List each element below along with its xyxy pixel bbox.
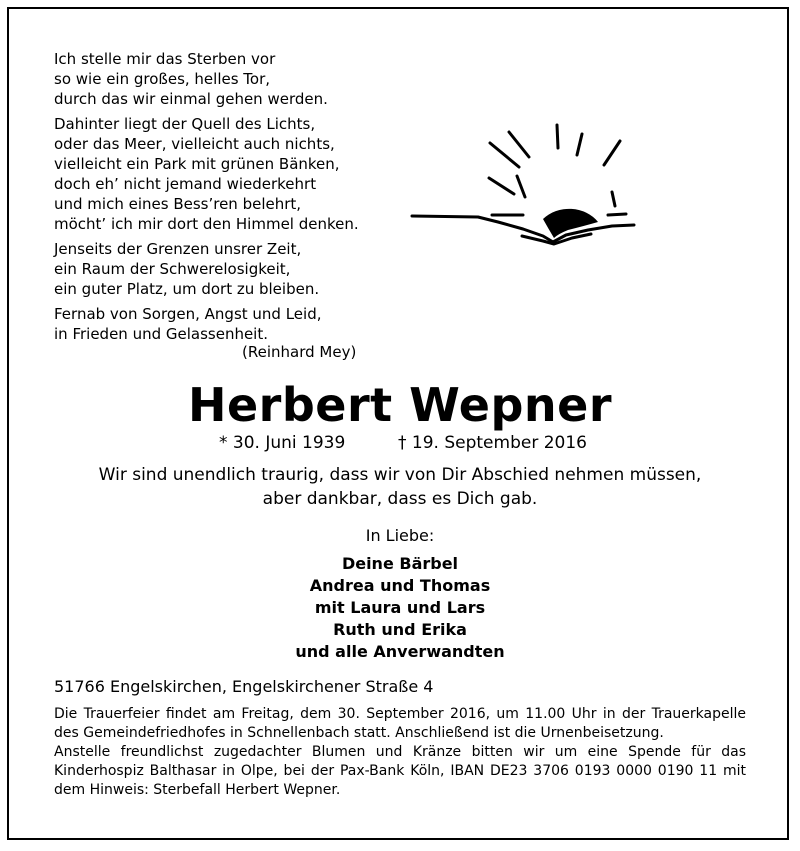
- poem-line: und mich eines Bess’ren belehrt,: [54, 195, 302, 213]
- poem-stanza: [54, 49, 359, 109]
- poem-stanza: [54, 114, 359, 234]
- mourners-list: [0, 553, 800, 663]
- poem-line: doch eh’ nicht jemand wiederkehrt: [54, 175, 317, 193]
- donation-request: Anstelle freundlichst zugedachter Blumen und Kränze bitten wir um eine Spende für das Kinderhospiz Balthasar in Olpe, bei der Pax-Bank Köln, IBAN DE23 3706 0193 0000 0190 11 mit dem Hinweis: Sterbefall Herbert Wepner.: [54, 744, 746, 798]
- poem-line: Ich stelle mir das Sterben vor: [54, 50, 276, 68]
- funeral-details: Die Trauerfeier findet am Freitag, dem 30. September 2016, um 11.00 Uhr in der Trauerkapelle des Gemeindefriedhofes in Schnellenbach statt. Anschließend ist die Urnenbeisetzung.: [54, 706, 746, 741]
- poem-line: durch das wir einmal gehen werden.: [54, 90, 328, 108]
- death-date: † 19. September 2016: [398, 433, 587, 453]
- funeral-info: [54, 705, 746, 800]
- poem-line: ein guter Platz, um dort zu bleiben.: [54, 280, 320, 298]
- mourner-name: mit Laura und Lars: [314, 598, 486, 617]
- poem-line: so wie ein großes, helles Tor,: [54, 70, 271, 88]
- mourner-name: Ruth und Erika: [333, 620, 467, 639]
- condolence-message: [0, 463, 800, 511]
- poem-line: vielleicht ein Park mit grünen Bänken,: [54, 155, 340, 173]
- poem-line: möcht’ ich mir dort den Himmel denken.: [54, 215, 359, 233]
- poem-stanza: [54, 304, 359, 344]
- message-line: aber dankbar, dass es Dich gab.: [262, 489, 538, 509]
- birth-date: * 30. Juni 1939: [219, 433, 346, 453]
- poem-author: (Reinhard Mey): [242, 343, 357, 361]
- poem-line: in Frieden und Gelassenheit.: [54, 325, 268, 343]
- sunset-icon: [408, 122, 648, 250]
- poem-line: Fernab von Sorgen, Angst und Leid,: [54, 305, 322, 323]
- deceased-name: Herbert Wepner: [187, 378, 613, 432]
- mourner-name: Deine Bärbel: [341, 554, 459, 573]
- mourner-name: Andrea und Thomas: [309, 576, 491, 595]
- in-love-intro: In Liebe:: [365, 526, 435, 545]
- poem-line: Dahinter liegt der Quell des Lichts,: [54, 115, 316, 133]
- poem-line: Jenseits der Grenzen unsrer Zeit,: [54, 240, 302, 258]
- message-line: Wir sind unendlich traurig, dass wir von Dir Abschied nehmen müssen,: [98, 465, 702, 485]
- poem-line: ein Raum der Schwerelosigkeit,: [54, 260, 291, 278]
- family-address: 51766 Engelskirchen, Engelskirchener Straße 4: [54, 677, 434, 696]
- poem: [54, 49, 359, 349]
- mourner-name: und alle Anverwandten: [295, 642, 505, 661]
- poem-line: oder das Meer, vielleicht auch nichts,: [54, 135, 335, 153]
- poem-stanza: [54, 239, 359, 299]
